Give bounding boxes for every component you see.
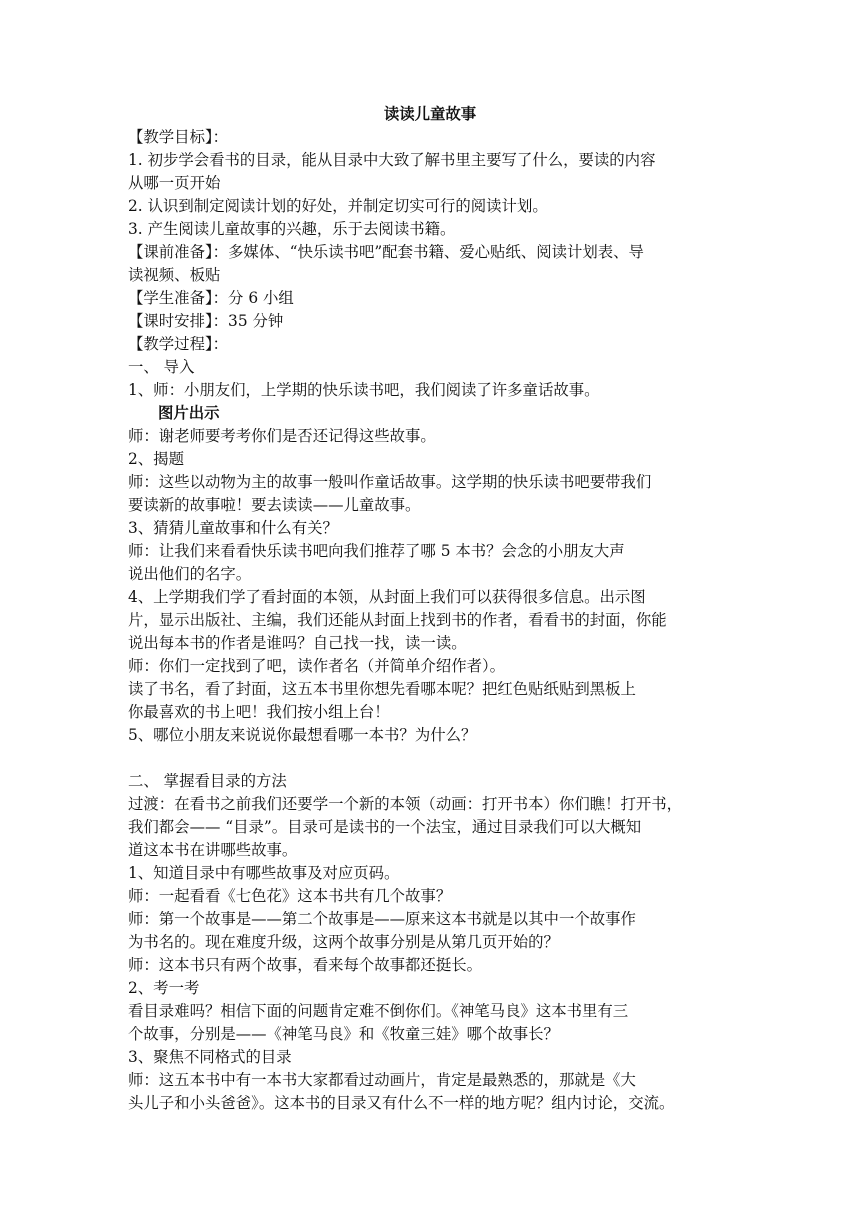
- text-line: 师：这些以动物为主的故事一般叫作童话故事。这学期的快乐读书吧要带我们: [128, 473, 652, 491]
- text-line: 1、师：小朋友们，上学期的快乐读书吧，我们阅读了许多童话故事。: [128, 381, 600, 399]
- text-line: 1、知道目录中有哪些故事及对应页码。: [128, 864, 400, 882]
- text-line: 【课前准备】：多媒体、“快乐读书吧”配套书籍、爱心贴纸、阅读计划表、导: [128, 243, 644, 261]
- text-line: 4、上学期我们学了看封面的本领，从封面上我们可以获得很多信息。出示图: [128, 588, 646, 606]
- text-line: 师：第一个故事是——第二个故事是——原来这本书就是以其中一个故事作: [128, 910, 636, 928]
- text-line: 你最喜欢的书上吧！我们按小组上台！: [128, 703, 390, 721]
- document-title: 读读儿童故事: [383, 105, 477, 123]
- text-line: 3. 产生阅读儿童故事的兴趣，乐于去阅读书籍。: [128, 220, 456, 238]
- section-heading: 【教学目标】：: [128, 128, 229, 146]
- section-heading: 一、 导入: [128, 358, 195, 376]
- text-line: 师：谢老师要考考你们是否还记得这些故事。: [128, 427, 436, 445]
- text-line: 为书名的。现在难度升级，这两个故事分别是从第几页开始的？: [128, 933, 559, 951]
- text-line: 读视频、板贴: [128, 266, 221, 284]
- text-line: 要读新的故事啦！要去读读——儿童故事。: [128, 496, 421, 514]
- text-line: 头儿子和小头爸爸》。这本书的目录又有什么不一样的地方呢？组内讨论，交流。: [128, 1094, 675, 1112]
- text-line: 说出他们的名字。: [128, 565, 252, 583]
- text-line: 我们都会—— “目录”。目录可是读书的一个法宝，通过目录我们可以大概知: [128, 818, 642, 836]
- text-line: 2、考一考: [128, 979, 200, 997]
- text-line: 【学生准备】：分 6 小组: [128, 289, 294, 307]
- text-line: 2、揭题: [128, 450, 184, 468]
- text-line: 5、哪位小朋友来说说你最想看哪一本书？为什么？: [128, 726, 477, 744]
- text-line: 从哪一页开始: [128, 174, 221, 192]
- text-line: 读了书名，看了封面，这五本书里你想先看哪本呢？把红色贴纸贴到黑板上: [128, 680, 636, 698]
- text-line: 师：这本书只有两个故事，看来每个故事都还挺长。: [128, 956, 482, 974]
- blank-line: [128, 747, 738, 769]
- text-line: 个故事，分别是——《神笔马良》和《牧童三娃》哪个故事长？: [128, 1025, 559, 1043]
- image-note: 图片出示: [158, 404, 220, 422]
- text-line: 2. 认识到制定阅读计划的好处，并制定切实可行的阅读计划。: [128, 197, 548, 215]
- text-line: 道这本书在讲哪些故事。: [128, 841, 298, 859]
- text-line: 【课时安排】：35 分钟: [128, 312, 284, 330]
- text-line: 3、聚焦不同格式的目录: [128, 1048, 292, 1066]
- text-line: 片，显示出版社、主编，我们还能从封面上找到书的作者，看看书的封面，你能: [128, 611, 667, 629]
- text-line: 师：这五本书中有一本书大家都看过动画片，肯定是最熟悉的，那就是《大: [128, 1071, 636, 1089]
- text-line: 过渡：在看书之前我们还要学一个新的本领（动画：打开书本）你们瞧！打开书，: [128, 795, 683, 813]
- text-line: 3、猜猜儿童故事和什么有关？: [128, 519, 338, 537]
- text-line: 师：让我们来看看快乐读书吧向我们推荐了哪 5 本书？会念的小朋友大声: [128, 542, 625, 560]
- text-line: 师：你们一定找到了吧，读作者名（并简单介绍作者）。: [128, 657, 506, 675]
- text-line: 师：一起看看《七色花》这本书共有几个故事？: [128, 887, 452, 905]
- text-line: 看目录难吗？相信下面的问题肯定难不倒你们。《神笔马良》这本书里有三: [128, 1002, 629, 1020]
- text-line: 1. 初步学会看书的目录，能从目录中大致了解书里主要写了什么，要读的内容: [128, 151, 656, 169]
- section-heading: 【教学过程】：: [128, 335, 229, 353]
- text-line: 说出每本书的作者是谁吗？自己找一找，读一读。: [128, 634, 467, 652]
- section-heading: 二、 掌握看目录的方法: [128, 772, 287, 790]
